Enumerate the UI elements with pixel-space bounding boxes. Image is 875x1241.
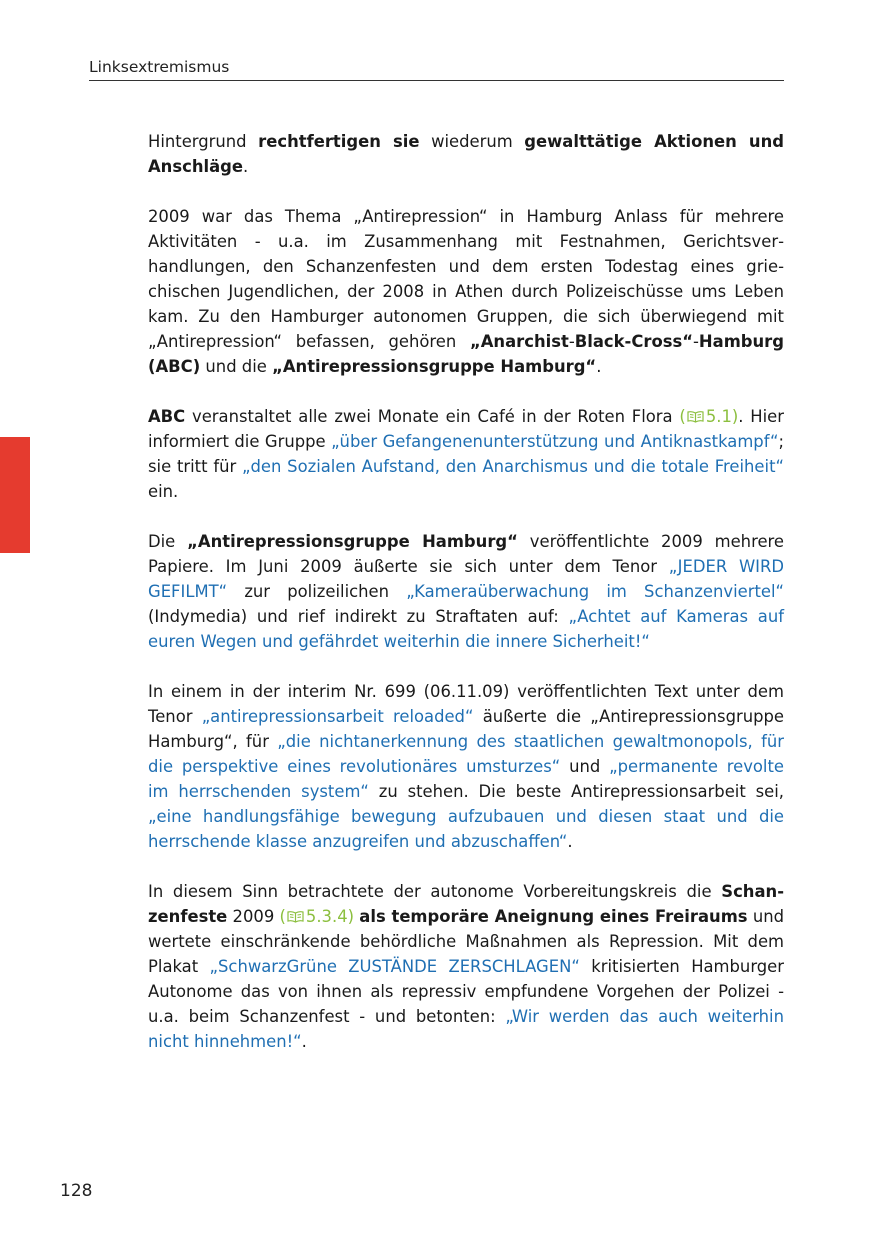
chapter-color-tab [0,437,30,553]
page-number: 128 [60,1181,93,1201]
quote: „Wir werden das auch weiterhin nicht hinnehmen!“ [148,1007,784,1051]
book-icon [687,410,704,423]
quote: „Achtet auf Kameras auf euren Wegen und gefährdet weiterhin die innere Sicherheit!“ [148,607,784,651]
paragraph-5: In einem in der interim Nr. 699 (06.11.09) veröffentlichten Text unter dem Tenor „antirepressionsarbeit reloaded“ äußerte die „Antirepressionsgruppe Hamburg“, für „die nichtanerkennung des staatlichen gewaltmonopols, für die perspektive eines revolutionäres umsturzes“ und „permanente revolte im herrschenden system“ zu stehen. Die beste Antirepressionsarbeit sei, „eine handlungsfähige bewegung aufzubauen und diesen staat und die herrschende klasse anzugreifen und abzuschaffen“. [148,682,784,851]
cross-reference[interactable]: ( 5.1) [679,407,739,426]
quote: „antirepressionsarbeit reloaded“ [201,707,474,726]
quote: „Kameraüberwachung im Schanzenviertel“ [406,582,785,601]
book-icon [287,910,304,923]
quote: „permanente revolte im herrschenden system“ [148,757,784,801]
quote: „JEDER WIRD GEFILMT“ [148,557,785,601]
body-text [148,129,784,1079]
quote: „über Gefangenenunterstützung und Antiknastkampf“ [331,432,779,451]
cross-reference[interactable]: ( 5.3.4) [279,907,355,926]
quote: „SchwarzGrüne ZUSTÄNDE ZERSCHLAGEN“ [209,957,580,976]
paragraph-4: Die „Antirepressionsgruppe Hamburg“ veröffentlichte 2009 mehrere Papiere. Im Juni 2009 äußerte sie sich unter dem Tenor „JEDER WIRD GEFILMT“ zur polizeilichen „Kameraüberwachung im Schanzenviertel“ (Indymedia) und rief indirekt zu Straftaten auf: „Achtet auf Kameras auf euren Wegen und gefährdet weiterhin die innere Sicherheit!“ [148,532,785,651]
paragraph-1: Hintergrund rechtfertigen sie wiederum gewalttätige Aktionen und Anschläge. [148,132,785,176]
quote: „den Sozialen Aufstand, den Anarchismus und die totale Freiheit“ [242,457,784,476]
paragraph-2: 2009 war das Thema „Antirepression“ in Hamburg Anlass für mehrere Aktivitäten - u.a. im Zusammenhang mit Festnahmen, Gerichtsverhandlungen, den Schanzenfesten und dem ersten Todestag eines griechischen Jugendlichen, der 2008 in Athen durch Polizeischüsse ums Leben kam. Zu den Hamburger autonomen Gruppen, die sich überwiegend mit „Antirepression“ befassen, gehören „Anarchist-Black-Cross“-Hamburg (ABC) und die „Antirepressionsgruppe Hamburg“. [148,207,784,376]
quote: „die nichtanerkennung des staatlichen gewaltmonopols, für die perspektive eines revolutionäres umsturzes“ [148,732,784,776]
quote: „eine handlungsfähige bewegung aufzubauen und diesen staat und die herrschende klasse anzugreifen und abzuschaffen“ [148,807,784,851]
running-header: Linksextremismus [89,58,784,81]
paragraph-6: In diesem Sinn betrachtete der autonome Vorbereitungskreis die Schanzenfeste 2009 ( 5.3.4) als temporäre Aneignung eines Freiraums und wertete einschränkende behördliche Maßnahmen als Repression. Mit dem Plakat „SchwarzGrüne ZUSTÄNDE ZERSCHLAGEN“ kritisierten Hamburger Autonome das von ihnen als repressiv empfundene Vorgehen der Polizei - u.a. beim Schanzenfest - und betonten: „Wir werden das auch weiterhin nicht hinnehmen!“. [148,882,784,1051]
paragraph-3: ABC veranstaltet alle zwei Monate ein Café in der Roten Flora ( 5.1). Hier informiert die Gruppe „über Gefangenenunterstützung und Antiknastkampf“; sie tritt für „den Sozialen Aufstand, den Anarchismus und die totale Freiheit“ ein. [148,407,785,501]
